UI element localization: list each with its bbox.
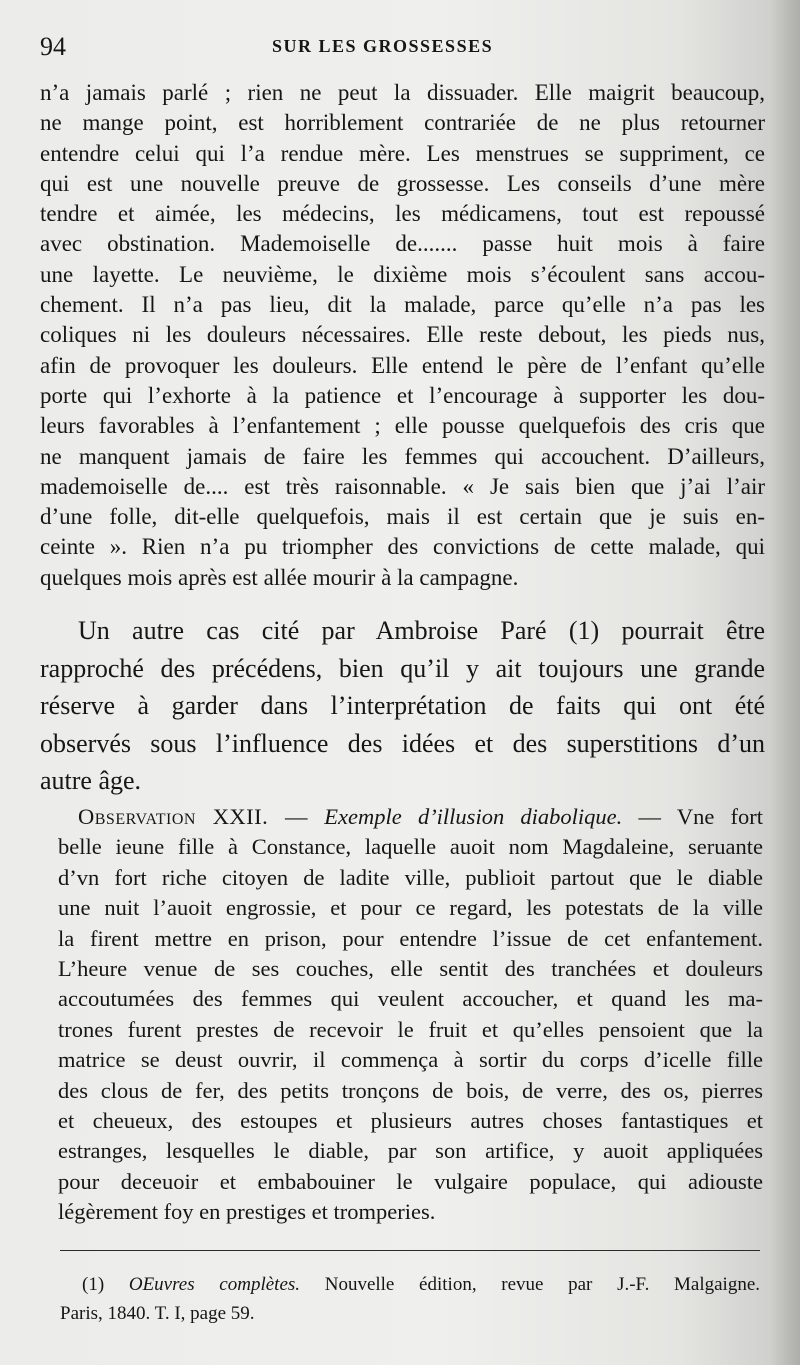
text-line: autre âge.	[40, 766, 142, 795]
footnote	[60, 1270, 760, 1328]
text-line: ceinte ». Rien n’a pu triompher des convictions de cette malade, qui	[40, 534, 765, 560]
text-line: des clous de fer, des petits tronçons de bois, de verre, des os, pierres	[58, 1077, 763, 1103]
footnote-line-2: Paris, 1840. T. I, page 59.	[60, 1303, 255, 1324]
observation-label: Observation XXII. —	[78, 804, 309, 829]
page-header	[40, 32, 765, 66]
text-line: afin de provoquer les douleurs. Elle entend le père de l’enfant qu’elle	[40, 352, 765, 378]
text-line: tendre et aimée, les médecins, les médicamens, tout est repoussé	[40, 201, 765, 227]
text-line: estranges, lesquelles le diable, par son artifice, y auoit appliquées	[58, 1138, 763, 1164]
paragraph-ambroise-pare	[40, 612, 765, 800]
text-line: pour deceuoir et embabouiner le vulgaire populace, qui adiouste	[58, 1168, 763, 1194]
footnote-rest: Nouvelle édition, revue par J.-F. Malgaigne.	[324, 1274, 761, 1295]
footnote-marker: (1)	[82, 1274, 105, 1295]
text-line: ne manquent jamais de faire les femmes qui accouchent. D’ailleurs,	[40, 443, 765, 469]
text-line: coliques ni les douleurs nécessaires. Elle reste debout, les pieds nus,	[40, 322, 765, 348]
observation-heading-line	[58, 802, 763, 832]
running-head: SUR LES GROSSESSES	[272, 36, 494, 56]
text-line: accoutumées des femmes qui veulent accoucher, et quand les ma-	[58, 986, 763, 1012]
paragraph-case-continuation	[40, 78, 765, 593]
text-line: ne mange point, est horriblement contrariée de ne plus retourner	[40, 110, 765, 136]
text-line: qui est une nouvelle preuve de grossesse. Les conseils d’une mère	[40, 170, 765, 196]
text-line: et cheueux, des estoupes et plusieurs autres choses fantastiques et	[58, 1108, 763, 1134]
text-line: une nuit l’auoit engrossie, et pour ce regard, les potestats de la ville	[58, 895, 763, 921]
text-line: rapproché des précédens, bien qu’il y ait toujours une grande	[40, 653, 765, 683]
text-line: L’heure venue de ses couches, elle sentit des tranchées et douleurs	[58, 956, 763, 982]
footnote-title: OEuvres complètes.	[128, 1274, 301, 1295]
text-line: d’une folle, dit-elle quelquefois, mais il est certain que je suis en-	[40, 504, 765, 530]
text-line: trones furent prestes de recevoir le fruit et qu’elles pensoient que la	[58, 1016, 763, 1042]
page-number: 94	[40, 32, 66, 61]
observation-xxii	[58, 802, 763, 1228]
text-line: chement. Il n’a pas lieu, dit la malade, parce qu’elle n’a pas les	[40, 292, 765, 318]
footnote-line	[60, 1270, 760, 1299]
text-line: observés sous l’influence des idées et des superstitions d’un	[40, 728, 765, 758]
text-line: entendre celui qui l’a rendue mère. Les menstrues se suppriment, ce	[40, 140, 765, 166]
page-gutter-shadow	[770, 0, 800, 1365]
text-line: légèrement foy en prestiges et tromperies.	[58, 1199, 436, 1225]
text-line: belle ieune fille à Constance, laquelle auoit nom Magdaleine, seruante	[58, 834, 763, 860]
text-line: n’a jamais parlé ; rien ne peut la dissuader. Elle maigrit beaucoup,	[40, 80, 765, 105]
footnote-divider	[60, 1250, 760, 1251]
text-line: réserve à garder dans l’interprétation de faits qui ont été	[40, 691, 765, 720]
text-line: une layette. Le neuvième, le dixième mois s’écoulent sans accou-	[40, 261, 765, 287]
text-line: leurs favorables à l’enfantement ; elle pousse quelquefois des cris que	[40, 413, 765, 439]
text-line: mademoiselle de.... est très raisonnable. « Je sais bien que j’ai l’air	[40, 473, 765, 499]
text-line: la firent mettre en prison, pour entendre l’issue de cet enfantement.	[58, 925, 763, 951]
observation-title: Exemple d’illusion diabolique.	[324, 804, 623, 829]
text-line: matrice se deust ouvrir, il commença à sortir du corps d’icelle fille	[58, 1047, 763, 1073]
text-line: avec obstination. Mademoiselle de....... passe huit mois à faire	[40, 231, 765, 257]
text-line: d’vn fort riche citoyen de ladite ville, publioit partout que le diable	[58, 864, 763, 890]
observation-first-line-rest: — Vne fort	[638, 804, 764, 829]
text-line: quelques mois après est allée mourir à la campagne.	[40, 564, 519, 590]
text-line: Un autre cas cité par Ambroise Paré (1) pourrait être	[78, 616, 765, 645]
text-line: porte qui l’exhorte à la patience et l’encourage à supporter les dou-	[40, 382, 765, 408]
